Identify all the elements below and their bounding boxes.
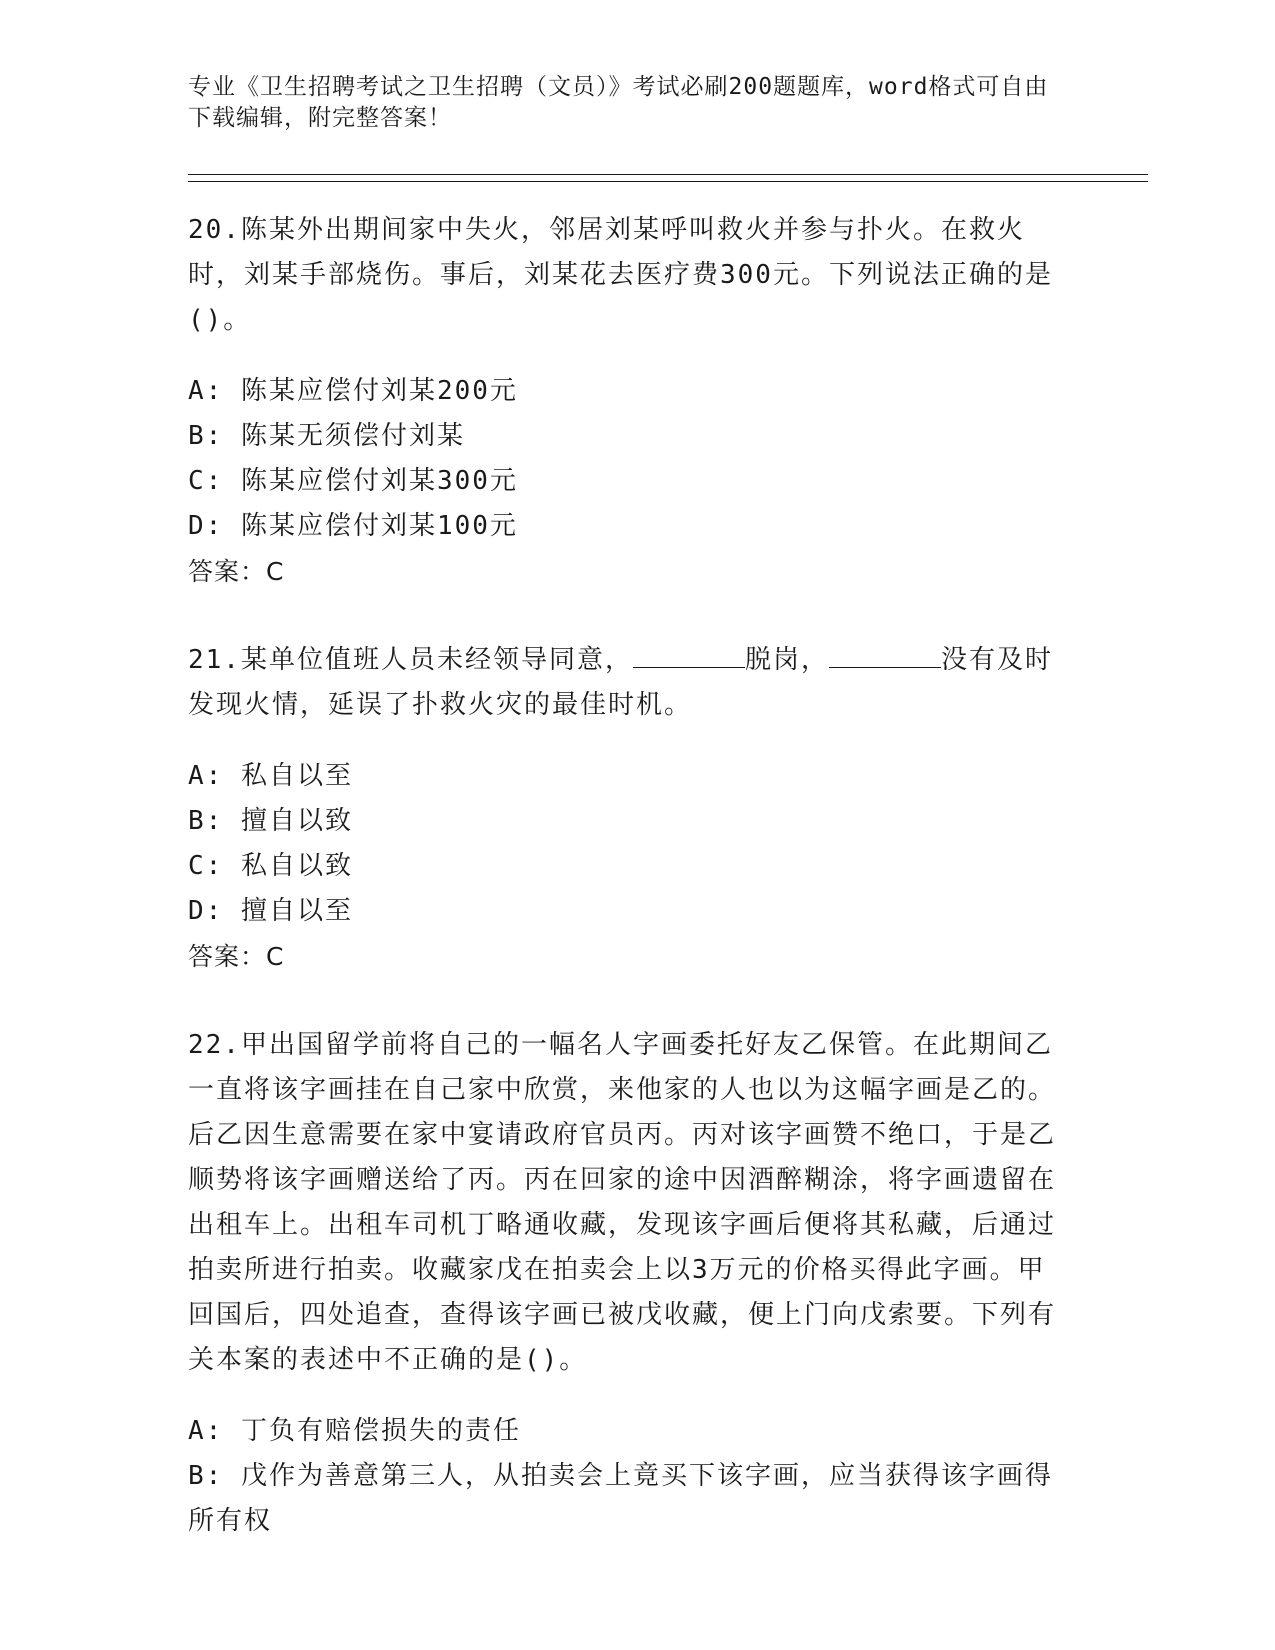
option-d: D: 陈某应偿付刘某100元 xyxy=(188,511,518,541)
option-a: A: 私自以至 xyxy=(188,761,353,791)
header-divider xyxy=(188,174,1148,182)
question-21 xyxy=(188,638,1068,979)
answer: 答案：C xyxy=(188,942,285,971)
option-a: A: 丁负有赔偿损失的责任 xyxy=(188,1416,521,1446)
fill-in-blank xyxy=(829,643,941,668)
stem-part-3: 没有及时发现火情，延误了扑救火灾的最佳时机。 xyxy=(188,645,1053,720)
option-a: A: 陈某应偿付刘某200元 xyxy=(188,376,518,406)
option-c: C: 私自以致 xyxy=(188,851,353,881)
document-page xyxy=(188,72,1148,1544)
question-22 xyxy=(188,1023,1068,1544)
fill-in-blank xyxy=(633,643,745,668)
option-c: C: 陈某应偿付刘某300元 xyxy=(188,466,518,496)
option-b: B: 戊作为善意第三人，从拍卖会上竟买下该字画，应当获得该字画得所有权 xyxy=(188,1461,1053,1536)
document-header: 专业《卫生招聘考试之卫生招聘（文员）》考试必刷200题题库，word格式可自由下载编辑，附完整答案！ xyxy=(188,74,1049,131)
question-stem: 20.陈某外出期间家中失火，邻居刘某呼叫救火并参与扑火。在救火时，刘某手部烧伤。事后，刘某花去医疗费300元。下列说法正确的是()。 xyxy=(188,215,1053,335)
stem-part-1: 21.某单位值班人员未经领导同意， xyxy=(188,645,633,675)
answer: 答案：C xyxy=(188,557,285,586)
option-b: B: 陈某无须偿付刘某 xyxy=(188,421,465,451)
stem-part-2: 脱岗， xyxy=(744,645,829,675)
question-stem: 22.甲出国留学前将自己的一幅名人字画委托好友乙保管。在此期间乙一直将该字画挂在自己家中欣赏，来他家的人也以为这幅字画是乙的。后乙因生意需要在家中宴请政府官员丙。丙对该字画赞不绝口，于是乙顺势将该字画赠送给了丙。丙在回家的途中因酒醉糊涂，将字画遗留在出租车上。出租车司机丁略通收藏，发现该字画后便将其私藏，后通过拍卖所进行拍卖。收藏家戊在拍卖会上以3万元的价格买得此字画。甲回国后，四处追查，查得该字画已被戊收藏，便上门向戊索要。下列有关本案的表述中不正确的是()。 xyxy=(188,1030,1057,1375)
option-d: D: 擅自以至 xyxy=(188,896,353,926)
question-20 xyxy=(188,208,1068,594)
question-stem xyxy=(188,638,1068,728)
option-b: B: 擅自以致 xyxy=(188,806,353,836)
